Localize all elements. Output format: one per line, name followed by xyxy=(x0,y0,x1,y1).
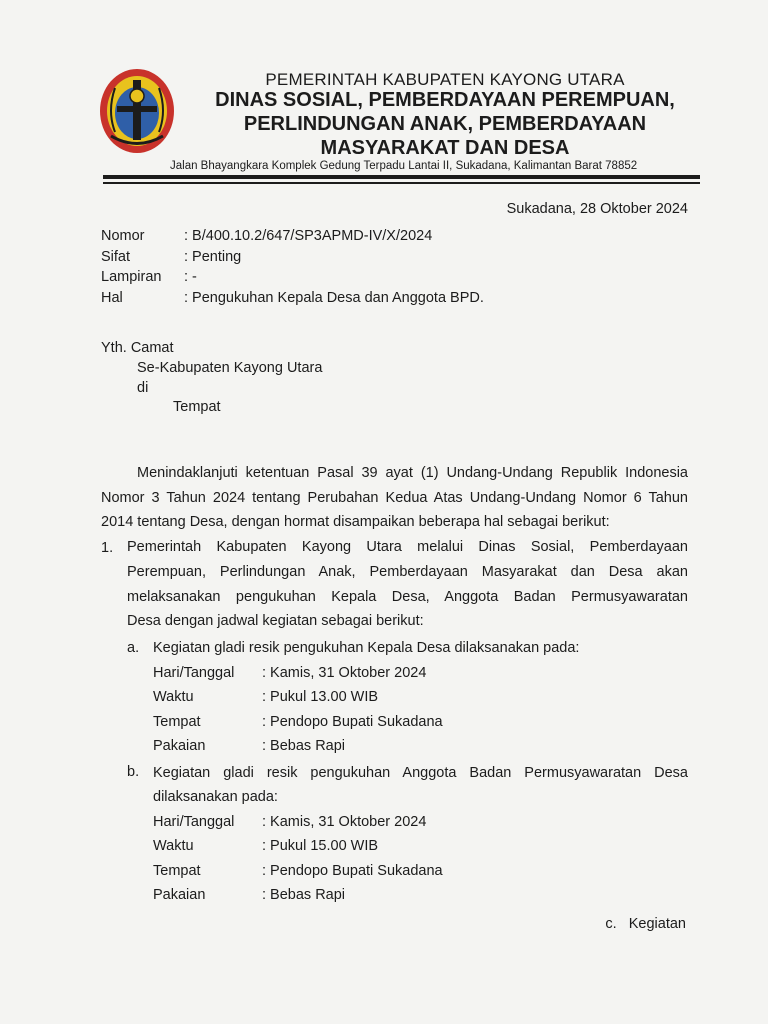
nomor-value: : B/400.10.2/647/SP3APMD-IV/X/2024 xyxy=(184,228,433,244)
b-schedule-label-day: Hari/Tanggal xyxy=(153,814,235,830)
letterhead-rule-thick xyxy=(103,175,700,179)
sub-item-b-label: b. xyxy=(127,764,140,780)
letterhead-agency-line-3: MASYARAKAT DAN DESA xyxy=(320,137,570,159)
recipient-line-4: Tempat xyxy=(173,399,221,415)
sub-item-a-label: a. xyxy=(127,640,140,656)
b-schedule-value-day: : Kamis, 31 Oktober 2024 xyxy=(262,814,427,830)
hal-value: : Pengukuhan Kepala Desa dan Anggota BPD. xyxy=(184,290,484,306)
intro-line-2: Nomor 3 Tahun 2024 tentang Perubahan Kedua Atas Undang-Undang Nomor 6 Tahun xyxy=(101,490,688,506)
hal-label: Hal xyxy=(101,290,123,306)
item-1-line-2: Perempuan, Perlindungan Anak, Pemberdayaan Masyarakat dan Desa akan xyxy=(127,564,688,580)
nomor-label: Nomor xyxy=(101,228,145,244)
item-1-number: 1. xyxy=(101,540,114,556)
a-schedule-label-attire: Pakaian xyxy=(153,738,206,754)
sifat-label: Sifat xyxy=(101,249,131,265)
sub-item-b-line-1: Kegiatan gladi resik pengukuhan Anggota Badan Permusyawaratan Desa xyxy=(153,765,688,781)
intro-line-1: Menindaklanjuti ketentuan Pasal 39 ayat (1) Undang-Undang Republik Indonesia xyxy=(137,465,688,481)
a-schedule-value-attire: : Bebas Rapi xyxy=(262,738,346,754)
letterhead-government: PEMERINTAH KABUPATEN KAYONG UTARA xyxy=(265,70,625,89)
letterhead-agency-line-2: PERLINDUNGAN ANAK, PEMBERDAYAAN xyxy=(243,113,647,135)
b-schedule-label-place: Tempat xyxy=(153,863,201,879)
letterhead-agency-line-1: DINAS SOSIAL, PEMBERDAYAAN PEREMPUAN, xyxy=(215,89,675,111)
sub-item-a-text: Kegiatan gladi resik pengukuhan Kepala Desa dilaksanakan pada: xyxy=(153,640,580,656)
b-schedule-label-attire: Pakaian xyxy=(153,887,206,903)
sub-item-b-line-2: dilaksanakan pada: xyxy=(153,789,278,805)
recipient-line-2: Se-Kabupaten Kayong Utara xyxy=(137,360,323,376)
a-schedule-label-place: Tempat xyxy=(153,714,201,730)
lampiran-label: Lampiran xyxy=(101,269,162,285)
item-1-line-1: Pemerintah Kabupaten Kayong Utara melalui Dinas Sosial, Pemberdayaan xyxy=(127,539,688,555)
letterhead-rule-thin xyxy=(103,182,700,184)
kayong-utara-emblem-icon xyxy=(97,66,177,156)
recipient-line-3: di xyxy=(137,380,149,396)
a-schedule-value-place: : Pendopo Bupati Sukadana xyxy=(262,714,443,730)
item-1-line-3: melaksanakan pengukuhan Kepala Desa, Anggota Badan Permusyawaratan xyxy=(127,589,688,605)
a-schedule-value-day: : Kamis, 31 Oktober 2024 xyxy=(262,665,427,681)
b-schedule-value-attire: : Bebas Rapi xyxy=(262,887,346,903)
b-schedule-value-time: : Pukul 15.00 WIB xyxy=(262,838,379,854)
item-1-line-4: Desa dengan jadwal kegiatan sebagai berikut: xyxy=(127,613,424,629)
next-page-marker: c. Kegiatan xyxy=(605,916,686,932)
intro-line-3: 2014 tentang Desa, dengan hormat disampaikan beberapa hal sebagai berikut: xyxy=(101,514,610,530)
letterhead-address: Jalan Bhayangkara Komplek Gedung Terpadu Lantai II, Sukadana, Kalimantan Barat 78852 xyxy=(170,160,638,172)
b-schedule-value-place: : Pendopo Bupati Sukadana xyxy=(262,863,443,879)
letter-date: Sukadana, 28 Oktober 2024 xyxy=(506,201,688,217)
b-schedule-label-time: Waktu xyxy=(153,838,194,854)
lampiran-value: : - xyxy=(184,269,197,285)
recipient-line-1: Yth. Camat xyxy=(101,340,174,356)
a-schedule-label-day: Hari/Tanggal xyxy=(153,665,235,681)
a-schedule-value-time: : Pukul 13.00 WIB xyxy=(262,689,379,705)
sifat-value: : Penting xyxy=(184,249,242,265)
a-schedule-label-time: Waktu xyxy=(153,689,194,705)
